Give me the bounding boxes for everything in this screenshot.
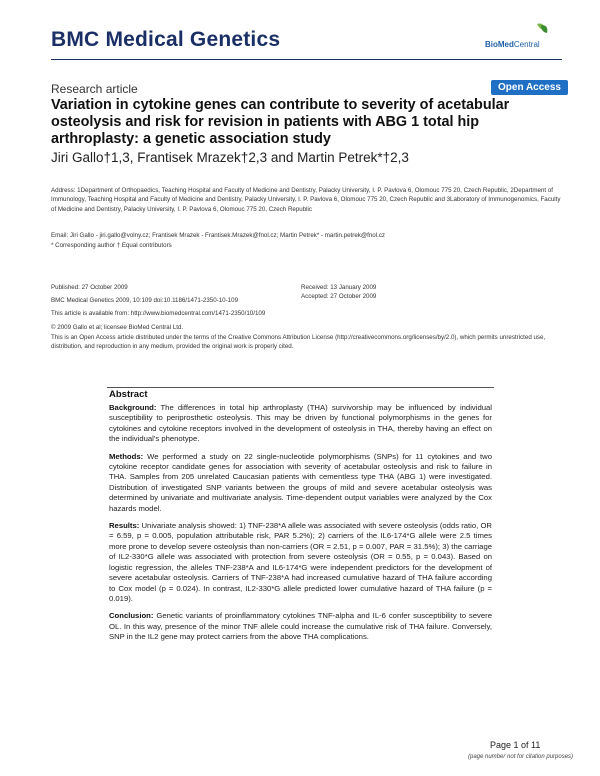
journal-title: BMC Medical Genetics [51,28,281,51]
article-type: Research article [51,82,138,96]
author-emails: Email: Jiri Gallo - jiri.gallo@volny.cz; Frantisek Mrazek - Frantisek.Mrazek@fnol.cz; Martin Petrek* - martin.petrek@fnol.cz [51,232,386,239]
results-label: Results: [109,521,140,531]
published-date: Published: 27 October 2009 [51,284,128,291]
results-text: Univariate analysis showed: 1) TNF-238*A allele was associated with severe osteolysis (odds ratio, OR = 6.59, p = 0.005, population attributable risk, PAR 5.2%); 2) carriers of the IL6-174*G allele were 2.5 times more prone to develop severe osteolysis than non-carriers (OR = 2.51, p = 0.007, PAR = 31.5%); 3) the carriage of IL2-330*G allele was associated with protection from severe osteolysis (OR = 0.55, p = 0.043). Based on logistic regression, the alleles TNF-238*A and IL6-174*G were independent predictors for the development of severe acetabular osteolysis. Carriers of TNF-238*A had increased cumulative hazard of THA failure according to Cox model (p = 0.024). In contrast, IL2-330*G allele predicted lower cumulative hazard of THA failure (p = 0.019). [109,521,492,603]
page-note: (page number not for citation purposes) [468,754,574,760]
header-rule [51,59,562,60]
background-label: Background: [109,403,157,412]
received-date: Received: 13 January 2009 [301,284,377,291]
biomed-central-logo-text [485,40,540,49]
page-number: Page 1 of 11 [490,740,541,750]
logo-med: Med [497,40,514,49]
background-text: The differences in total hip arthroplasty (THA) survivorship may be influenced by individual susceptibility to periprosthetic osteolysis. This may be driven by functional polymorphisms in the genes for cytokines and cytokine receptors involved in the development of osteolysis in THA, thereby having an effect on the individual's phenotype. [109,403,492,444]
conclusion-text: Genetic variants of proinflammatory cytokines TNF-alpha and IL-6 confer susceptibility to severe OL. In this way, presence of the minor TNF allele could increase the cumulative risk of THA failure. Conversely, SNP in the IL2 gene may protect carriers from the above THA complications. [109,611,493,642]
abstract-methods [109,452,492,514]
citation: BMC Medical Genetics 2009, 10:109 doi:10.1186/1471-2350-10-109 [51,297,239,304]
logo-bio: Bio [485,40,498,49]
author-address: Address: 1Department of Orthopaedics, Teaching Hospital and Faculty of Medicine and Dentistry, Palacky University, I. P. Pavlova 6, Olomouc 775 20, Czech Republic, 2Department of Immunology, Teaching Hospital and Faculty of Medicine and Dentistry, Palacky University, I. P. Pavlova 6, Olomouc 775 20, Czech Republic and 3Laboratory of Immunogenomics, Faculty of Medicine and Dentistry, Palacky University, I. P. Pavlova 6, Olomouc 775 20, Czech Republic [51,187,561,213]
logo-central: Central [513,40,540,49]
conclusion-label: Conclusion: [109,611,154,621]
authors: Jiri Gallo†1,3, Frantisek Mrazek†2,3 and Martin Petrek*†2,3 [51,150,409,165]
availability-link[interactable]: This article is available from: http://www.biomedcentral.com/1471-2350/10/109 [51,310,266,317]
abstract-body [109,403,492,650]
methods-text: We performed a study on 22 single-nucleotide polymorphisms (SNPs) for 11 cytokines and two cytokine receptor candidate genes for association with severity of acetabular osteolysis and risk to failure in THA. Samples from 205 unrelated Caucasian patients with cementless type THA (ABG 1) were investigated. Distribution of investigated SNP variants between the groups of mild and severe acetabular osteolysis was determined by univariate and multivariate analysis. Time-dependent output variables were analyzed by the Cox hazards model. [109,451,493,513]
accepted-date: Accepted: 27 October 2009 [301,293,377,300]
article-title: Variation in cytokine genes can contribute to severity of acetabular osteolysis and risk for revision in patients with ABG 1 total hip arthroplasty: a genetic association study [51,97,510,147]
license-text: This is an Open Access article distributed under the terms of the Creative Commons Attribution License (http://creativecommons.org/licenses/by/2.0), which permits unrestricted use, distribution, and reproduction in any medium, provided the original work is properly cited. [51,334,546,351]
abstract-heading: Abstract [109,389,148,400]
abstract-background [109,403,492,445]
copyright: © 2009 Gallo et al; licensee BioMed Central Ltd. [51,324,184,331]
methods-label: Methods: [109,451,144,461]
abstract-results [109,521,492,604]
abstract-rule [107,387,494,388]
open-access-badge: Open Access [491,80,568,95]
abstract-conclusion [109,611,492,642]
corresponding-note: * Corresponding author † Equal contributors [51,242,172,249]
